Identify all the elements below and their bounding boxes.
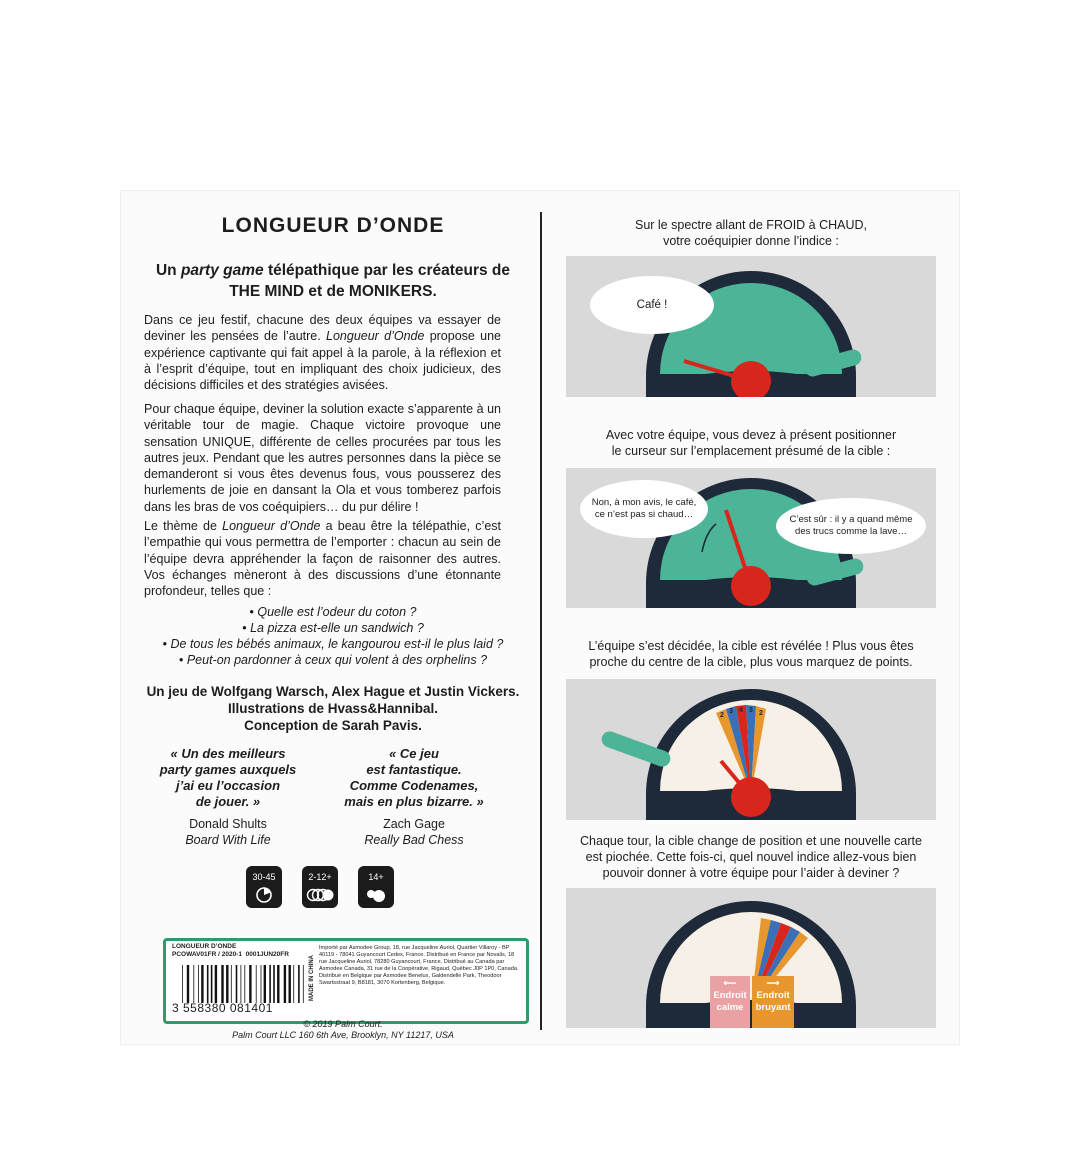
product-ref bbox=[172, 951, 289, 959]
author-affiliation: Really Bad Chess bbox=[364, 833, 464, 847]
caption-step-4 bbox=[566, 833, 936, 881]
barcode-bar bbox=[187, 965, 189, 1003]
barcode-bar bbox=[249, 965, 251, 1003]
barcode-bar bbox=[221, 965, 223, 1003]
clock-icon bbox=[246, 866, 282, 908]
tag-line: calme bbox=[716, 1002, 744, 1013]
author-gage bbox=[329, 816, 499, 848]
quote-line: « Un des meilleurs bbox=[170, 746, 286, 761]
barcode-bar bbox=[289, 965, 291, 1003]
barcode-bar bbox=[211, 965, 213, 1003]
caption-line: Sur le spectre allant de FROID à CHAUD, bbox=[634, 218, 868, 232]
quote-line: est fantastique. bbox=[366, 762, 462, 777]
caption-line: le curseur sur l’emplacement présumé de la cible : bbox=[611, 444, 891, 458]
score-label: 4 bbox=[739, 707, 743, 714]
question-item: • Quelle est l’odeur du coton ? bbox=[143, 604, 523, 620]
caption-step-2 bbox=[566, 427, 936, 459]
para1-post: propose une expérience captivante qui fait appel à la parole, à la réflexion et à l’esprit d’équipe, tout en impliquant des choix judicieux, des décisions difficiles et des stratégies avisées. bbox=[144, 329, 501, 393]
product-codes bbox=[172, 943, 289, 959]
barcode-panel bbox=[163, 938, 529, 1024]
barcode-bar bbox=[207, 965, 209, 1003]
barcode-bar bbox=[201, 965, 203, 1003]
para1-pre: Dans ce jeu festif, chacune des deux équipes va essayer de deviner les pensées de l’autre. bbox=[144, 313, 501, 344]
caption-line: votre coéquipier donne l’indice : bbox=[663, 234, 839, 248]
playtime-label: 30-45 bbox=[252, 872, 276, 882]
copyright bbox=[163, 1019, 523, 1041]
game-title: LONGUEUR D’ONDE bbox=[221, 214, 445, 237]
paragraph-magic: Pour chaque équipe, deviner la solution exacte s’apparente à un véritable tour de magie. Chaque victoire provoque une sensation UNIQUE, différente de celles procurées par tous les autres jeux. Pendant que les autres personnes dans la pièce se demanderont si vous êtes devenus fous, vous pousserez des hurlements de joie en dansant la Ola et vous tomberez parfois dans les bras de vos coéquipiers… du pur délire ! bbox=[144, 402, 501, 514]
score-label: 3 bbox=[729, 708, 733, 715]
quote-gage bbox=[329, 746, 499, 810]
players-label: 2-12+ bbox=[308, 872, 332, 882]
barcode-bar bbox=[198, 965, 199, 1003]
barcode-number: 3 558380 081401 bbox=[172, 1001, 273, 1015]
author-shults bbox=[143, 816, 313, 848]
caption-line: pouvoir donner à votre équipe pour l’aider à deviner ? bbox=[602, 866, 900, 880]
paragraph-theme bbox=[144, 518, 501, 599]
bubble-line: des trucs comme la lave… bbox=[795, 526, 907, 537]
copyright-line: © 2019 Palm Court. bbox=[303, 1019, 383, 1029]
left-arrow-icon: ⟵ bbox=[723, 978, 737, 988]
subtitle-line2: THE MIND et de MONIKERS. bbox=[229, 283, 437, 300]
age-badge bbox=[358, 866, 394, 908]
barcode-bar bbox=[256, 965, 257, 1003]
question-item: • De tous les bébés animaux, le kangourou est-il le plus laid ? bbox=[143, 636, 523, 652]
quote-line: j’ai eu l’occasion bbox=[175, 778, 281, 793]
barcode-bar bbox=[284, 965, 286, 1003]
para3-pre: Le thème de bbox=[144, 519, 223, 533]
subtitle-pre: Un bbox=[155, 262, 181, 279]
speech-bubble-left bbox=[580, 480, 708, 538]
barcode-bar bbox=[303, 965, 304, 1003]
barcode-bar bbox=[182, 965, 183, 1003]
speech-bubble: Café ! bbox=[590, 276, 714, 334]
barcode-bar bbox=[273, 965, 275, 1003]
score-label: 2 bbox=[759, 710, 763, 717]
barcode-bar bbox=[215, 965, 217, 1003]
quote-line: de jouer. » bbox=[195, 794, 261, 809]
heads-icon bbox=[358, 866, 394, 908]
tag-line: Endroit bbox=[713, 990, 747, 1001]
barcode-bar bbox=[236, 965, 238, 1003]
question-item: • La pizza est-elle un sandwich ? bbox=[143, 620, 523, 636]
barcode-bar bbox=[231, 965, 232, 1003]
barcode-bar bbox=[293, 965, 294, 1003]
quote-shults bbox=[143, 746, 313, 810]
playtime-badge bbox=[246, 866, 282, 908]
speech-bubble-right bbox=[776, 498, 926, 554]
author-name: Zach Gage bbox=[383, 817, 445, 831]
score-label: 2 bbox=[720, 712, 724, 719]
age-label: 14+ bbox=[368, 872, 384, 882]
players-badge bbox=[302, 866, 338, 908]
paragraph-intro bbox=[144, 312, 501, 393]
made-in-label: MADE IN CHINA bbox=[309, 955, 315, 1001]
illustration-guess bbox=[566, 468, 936, 608]
para3-em: Longueur d’Onde bbox=[222, 519, 321, 533]
illustration-reveal bbox=[566, 679, 936, 820]
quote-line: « Ce jeu bbox=[389, 746, 439, 761]
players-icon bbox=[302, 866, 338, 908]
caption-line: est piochée. Cette fois-ci, quel nouvel indice allez-vous bien bbox=[585, 850, 917, 864]
caption-line: proche du centre de la cible, plus vous marquez de points. bbox=[589, 655, 913, 669]
tag-quiet bbox=[710, 976, 750, 1028]
caption-step-1 bbox=[566, 217, 936, 249]
subtitle-em: party game bbox=[180, 262, 264, 279]
bubble-line: ce n’est pas si chaud… bbox=[594, 509, 694, 520]
barcode-bar bbox=[193, 965, 194, 1003]
right-arrow-icon: ⟶ bbox=[766, 978, 780, 988]
illustration-clue bbox=[566, 256, 936, 397]
subtitle bbox=[143, 260, 523, 302]
tag-loud bbox=[752, 976, 794, 1028]
barcode-bar bbox=[244, 965, 245, 1003]
credit-line: Illustrations de Hvass&Hannibal. bbox=[227, 701, 439, 716]
credits bbox=[143, 683, 523, 734]
tag-line: bruyant bbox=[755, 1002, 791, 1013]
barcode-bar bbox=[298, 965, 300, 1003]
quote-line: Comme Codenames, bbox=[349, 778, 479, 793]
barcode-bar bbox=[269, 965, 271, 1003]
barcode-bar bbox=[241, 965, 242, 1003]
copyright-line: Palm Court LLC 160 6th Ave, Brooklyn, NY 11217, USA bbox=[232, 1030, 454, 1040]
credit-line: Un jeu de Wolfgang Warsch, Alex Hague et Justin Vickers. bbox=[146, 684, 520, 699]
caption-line: L’équipe s’est décidée, la cible est révélée ! Plus vous êtes bbox=[588, 639, 914, 653]
quote-line: party games auxquels bbox=[159, 762, 297, 777]
dial-illustration-4 bbox=[566, 888, 936, 1028]
importer-text: Importé par Asmodee Group, 18, rue Jacqueline Auriol, Quartier Villaroy - BP 40119 - 78041 Guyancourt Cedex, France. Distribué en France par Novalis, 18 rue Jacqueline Auriol, 78280 Guyancourt, France. Distribué au Canada par Asmodee Canada, 31 rue de la Coopérative, Rigaud, Québec J0P 1P0, Canada. Distribué en Belgique par Asmodee Benelux, Galdendelle Park, Theodoor Swartsstraat 9, B8181, 3070 Kortenberg, Belgique. bbox=[319, 945, 519, 986]
product-ref-code: PCOWAV01FR / 2020-1 bbox=[172, 951, 242, 958]
bubble-line: Non, à mon avis, le café, bbox=[591, 497, 697, 508]
barcode-bar bbox=[261, 965, 262, 1003]
illustration-new-round bbox=[566, 888, 936, 1028]
caption-step-3 bbox=[566, 638, 936, 670]
dial-illustration-3 bbox=[566, 679, 936, 820]
subtitle-post: télépathique par les créateurs de bbox=[263, 262, 511, 279]
barcode-bar bbox=[226, 965, 228, 1003]
score-label: 3 bbox=[749, 707, 753, 714]
question-item: • Peut-on pardonner à ceux qui volent à des orphelins ? bbox=[143, 652, 523, 668]
product-name: LONGUEUR D’ONDE bbox=[172, 943, 237, 950]
para3-post: a beau être la télépathie, c’est l’empathie qui vous permettra de l’emporter : chacun au sein de l’équipe devra appréhender la façon de raisonner des autres. Vos échanges mèneront à des discussions d’une étonnante profondeur, telles que : bbox=[144, 519, 501, 599]
author-affiliation: Board With Life bbox=[185, 833, 271, 847]
quote-line: mais en plus bizarre. » bbox=[344, 794, 484, 809]
caption-line: Chaque tour, la cible change de position et une nouvelle carte bbox=[580, 834, 922, 848]
column-divider bbox=[540, 212, 542, 1030]
question-list bbox=[143, 604, 523, 668]
barcode-graphic bbox=[180, 965, 306, 1003]
caption-line: Avec votre équipe, vous devez à présent positionner bbox=[605, 428, 897, 442]
para1-em: Longueur d’Onde bbox=[326, 329, 425, 344]
barcode-bar bbox=[277, 965, 279, 1003]
bubble-line: C’est sûr : il y a quand même bbox=[789, 514, 913, 525]
tag-line: Endroit bbox=[756, 990, 790, 1001]
author-name: Donald Shults bbox=[189, 817, 267, 831]
credit-line: Conception de Sarah Pavis. bbox=[244, 718, 422, 733]
batch-code: 0001JUN20FR bbox=[245, 951, 289, 958]
barcode-bar bbox=[264, 965, 266, 1003]
